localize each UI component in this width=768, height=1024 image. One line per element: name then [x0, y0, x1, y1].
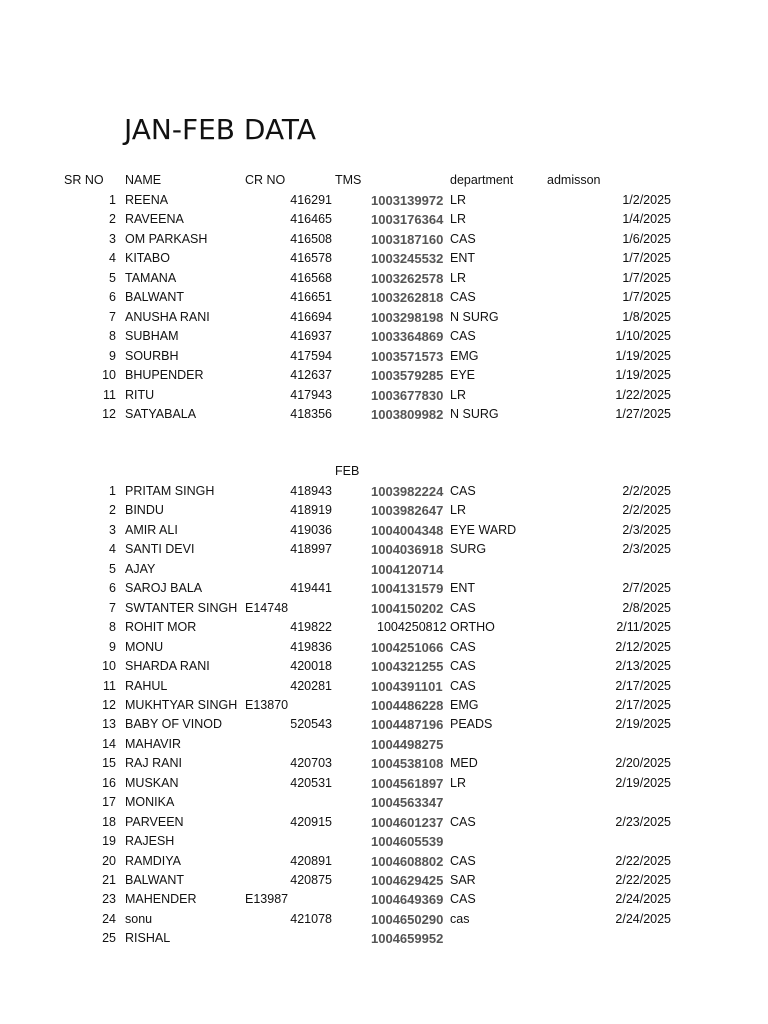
- tms-cell: 1004487196: [371, 717, 444, 733]
- admission-date-cell: 1/22/2025: [615, 387, 671, 402]
- name-cell: BHUPENDER: [125, 368, 204, 383]
- department-cell: cas: [450, 911, 470, 926]
- table-row: [0, 349, 768, 368]
- name-cell: MUKHTYAR SINGH: [125, 697, 238, 712]
- name-cell: SOURBH: [125, 348, 179, 363]
- sr-cell: 23: [102, 892, 116, 907]
- cr-no-cell: E14748: [245, 600, 289, 615]
- department-cell: LR: [450, 387, 466, 402]
- admission-date-cell: 2/22/2025: [615, 853, 671, 868]
- tms-cell: 1003298198: [371, 309, 444, 325]
- admission-date-cell: 1/8/2025: [622, 309, 671, 324]
- tms-cell: 1003579285: [371, 368, 444, 384]
- department-cell: MED: [450, 756, 478, 771]
- name-cell: BALWANT: [125, 873, 185, 887]
- sr-cell: 12: [102, 406, 116, 421]
- tms-cell: 1003571573: [371, 348, 444, 364]
- department-cell: LR: [450, 212, 466, 227]
- cr-no-cell: 419822: [290, 620, 332, 635]
- department-cell: CAS: [450, 484, 476, 498]
- table-row: [0, 737, 768, 756]
- tms-cell: 1004563347: [371, 795, 444, 811]
- tms-cell: 1004004348: [371, 522, 444, 538]
- department-cell: CAS: [450, 659, 476, 674]
- table-row: [0, 232, 768, 251]
- sr-cell: 1: [109, 193, 116, 207]
- name-cell: PRITAM SINGH: [125, 484, 215, 498]
- tms-cell: 1004561897: [371, 775, 444, 791]
- tms-cell: 1003982224: [371, 484, 444, 499]
- cr-no-cell: 416291: [290, 193, 332, 207]
- name-cell: SANTI DEVI: [125, 542, 195, 557]
- cr-no-cell: 416937: [290, 329, 332, 344]
- admission-date-cell: 1/4/2025: [622, 212, 671, 227]
- tms-cell: 1004605539: [371, 834, 444, 850]
- department-cell: LR: [450, 503, 466, 518]
- sr-cell: 16: [102, 775, 116, 790]
- department-cell: CAS: [450, 853, 476, 868]
- sr-cell: 10: [102, 368, 116, 383]
- sr-cell: 11: [103, 678, 116, 693]
- admission-date-cell: 2/8/2025: [622, 600, 671, 615]
- sr-cell: 1: [109, 484, 116, 498]
- department-cell: PEADS: [450, 717, 493, 732]
- table-row: [0, 679, 768, 698]
- cr-no-cell: 418997: [290, 542, 332, 557]
- header-cr-no: CR NO: [245, 173, 286, 187]
- name-cell: MUSKAN: [125, 775, 179, 790]
- name-cell: ANUSHA RANI: [125, 309, 210, 324]
- admission-date-cell: 1/19/2025: [615, 368, 671, 383]
- name-cell: RAMDIYA: [125, 853, 182, 868]
- sr-cell: 6: [109, 581, 116, 596]
- table-row: [0, 193, 768, 212]
- department-cell: CAS: [450, 231, 476, 246]
- table-row: [0, 620, 768, 639]
- sr-cell: 21: [102, 873, 116, 887]
- table-row: [0, 503, 768, 522]
- name-cell: RISHAL: [125, 931, 171, 946]
- department-cell: N SURG: [450, 406, 499, 421]
- sr-cell: 7: [109, 309, 116, 324]
- tms-cell: 1003262578: [371, 270, 444, 286]
- admission-date-cell: 2/20/2025: [615, 756, 671, 771]
- department-cell: EYE WARD: [450, 522, 517, 537]
- cr-no-cell: 419836: [290, 639, 332, 654]
- name-cell: SHARDA RANI: [125, 659, 210, 674]
- header-tms: TMS: [335, 173, 362, 187]
- name-cell: MAHAVIR: [125, 736, 182, 751]
- tms-cell: 1004629425: [371, 873, 444, 888]
- sr-cell: 9: [109, 639, 116, 654]
- tms-cell: 1004650290: [371, 911, 444, 927]
- department-cell: SURG: [450, 542, 487, 557]
- name-cell: SAROJ BALA: [125, 581, 203, 596]
- sr-cell: 8: [109, 620, 116, 635]
- table-row: [0, 776, 768, 795]
- table-row: [0, 581, 768, 600]
- table-row: [0, 271, 768, 290]
- admission-date-cell: 1/2/2025: [622, 193, 671, 207]
- name-cell: BINDU: [125, 503, 164, 518]
- cr-no-cell: 420018: [290, 659, 332, 674]
- tms-cell: 1003809982: [371, 406, 444, 422]
- cr-no-cell: 416694: [290, 309, 332, 324]
- tms-cell: 1004150202: [371, 600, 444, 616]
- department-cell: CAS: [450, 892, 476, 907]
- tms-cell: 1004601237: [371, 814, 444, 830]
- sr-cell: 9: [109, 348, 116, 363]
- cr-no-cell: 419036: [290, 522, 332, 537]
- name-cell: sonu: [125, 911, 153, 926]
- tms-cell: 1004659952: [371, 931, 444, 947]
- tms-cell: 1003262818: [371, 290, 444, 306]
- admission-date-cell: 2/19/2025: [615, 775, 671, 790]
- table-row: [0, 659, 768, 678]
- table-row: [0, 310, 768, 329]
- tms-cell: 1004391101: [371, 678, 443, 694]
- admission-date-cell: 2/7/2025: [622, 581, 671, 596]
- cr-no-cell: 419441: [290, 581, 332, 596]
- admission-date-cell: 2/2/2025: [622, 503, 671, 518]
- sr-cell: 18: [102, 814, 116, 829]
- cr-no-cell: 418356: [290, 406, 332, 421]
- table-row: [0, 601, 768, 620]
- tms-cell: 1004498275: [371, 736, 444, 752]
- admission-date-cell: 1/6/2025: [622, 231, 671, 246]
- table-row: [0, 892, 768, 911]
- tms-cell: 1004321255: [371, 659, 444, 675]
- sr-cell: 2: [109, 212, 116, 227]
- sr-cell: 7: [109, 600, 116, 615]
- table-row: [0, 815, 768, 834]
- tms-cell: 1003364869: [371, 329, 444, 345]
- department-cell: LR: [450, 775, 466, 790]
- sr-cell: 25: [102, 931, 116, 946]
- table-row: [0, 717, 768, 736]
- department-cell: EYE: [450, 368, 476, 383]
- admission-date-cell: 2/17/2025: [615, 697, 671, 712]
- tms-cell: 1004251066: [371, 639, 444, 655]
- admission-date-cell: 2/24/2025: [615, 911, 671, 926]
- sr-cell: 19: [102, 834, 116, 849]
- sr-cell: 6: [109, 290, 116, 305]
- table-row: [0, 388, 768, 407]
- tms-cell: 1003176364: [371, 212, 444, 228]
- tms-cell: 1003139972: [371, 193, 444, 208]
- department-cell: ENT: [450, 251, 475, 266]
- admission-date-cell: 1/27/2025: [615, 406, 671, 421]
- name-cell: RAJ RANI: [125, 756, 182, 771]
- sr-cell: 11: [103, 387, 116, 402]
- table-row: [0, 834, 768, 853]
- table-row: [0, 407, 768, 426]
- cr-no-cell: 416508: [290, 231, 332, 246]
- tms-cell: 1003677830: [371, 387, 444, 403]
- tms-cell: 1004608802: [371, 853, 444, 869]
- name-cell: MONIKA: [125, 795, 175, 810]
- department-cell: ORTHO: [450, 620, 495, 635]
- department-cell: CAS: [450, 639, 476, 654]
- admission-date-cell: 2/12/2025: [615, 639, 671, 654]
- cr-no-cell: 420915: [290, 814, 332, 829]
- sr-cell: 12: [102, 697, 116, 712]
- table-row: [0, 484, 768, 503]
- table-row: [0, 542, 768, 561]
- name-cell: PARVEEN: [125, 814, 184, 829]
- tms-cell: 1004538108: [371, 756, 444, 772]
- sr-cell: 4: [109, 251, 116, 266]
- tms-cell: 1004649369: [371, 892, 444, 908]
- sr-cell: 5: [109, 270, 116, 285]
- name-cell: BABY OF VINOD: [125, 717, 223, 732]
- cr-no-cell: 416578: [290, 251, 332, 266]
- sr-cell: 5: [109, 561, 116, 576]
- tms-cell: 1003187160: [371, 231, 444, 247]
- admission-date-cell: 2/3/2025: [622, 522, 671, 537]
- admission-date-cell: 2/22/2025: [615, 873, 671, 887]
- page-title: JAN-FEB DATA: [124, 113, 317, 146]
- cr-no-cell: 420875: [290, 873, 332, 887]
- tms-cell: 1004120714: [371, 561, 444, 577]
- admission-date-cell: 2/23/2025: [615, 814, 671, 829]
- sr-cell: 14: [102, 736, 116, 751]
- cr-no-cell: 416465: [290, 212, 332, 227]
- name-cell: TAMANA: [125, 270, 177, 285]
- table-row: [0, 368, 768, 387]
- cr-no-cell: E13987: [245, 892, 289, 907]
- cr-no-cell: 420531: [290, 775, 332, 790]
- admission-date-cell: 2/24/2025: [615, 892, 671, 907]
- department-cell: EMG: [450, 348, 479, 363]
- table-row: [0, 912, 768, 931]
- table-row: [0, 562, 768, 581]
- cr-no-cell: 417594: [290, 348, 332, 363]
- cr-no-cell: 416651: [290, 290, 332, 305]
- department-cell: CAS: [450, 290, 476, 305]
- sr-cell: 17: [102, 795, 116, 810]
- sr-cell: 13: [102, 717, 116, 732]
- sr-cell: 24: [102, 911, 116, 926]
- table-row: [0, 931, 768, 950]
- name-cell: REENA: [125, 193, 169, 207]
- cr-no-cell: 420281: [290, 678, 332, 693]
- department-cell: SAR: [450, 873, 476, 887]
- department-cell: CAS: [450, 329, 476, 344]
- name-cell: SUBHAM: [125, 329, 179, 344]
- table-row: [0, 698, 768, 717]
- name-cell: SWTANTER SINGH: [125, 600, 238, 615]
- department-cell: CAS: [450, 814, 476, 829]
- admission-date-cell: 1/10/2025: [615, 329, 671, 344]
- tms-cell: 1004036918: [371, 542, 444, 558]
- cr-no-cell: 418919: [290, 503, 332, 518]
- cr-no-cell: 418943: [290, 484, 332, 498]
- admission-date-cell: 1/7/2025: [622, 251, 671, 266]
- table-row: [0, 329, 768, 348]
- name-cell: RAHUL: [125, 678, 168, 693]
- sr-cell: 8: [109, 329, 116, 344]
- table-row: [0, 795, 768, 814]
- table-row: [0, 251, 768, 270]
- sr-cell: 10: [102, 659, 116, 674]
- feb-section-label: FEB: [335, 464, 360, 478]
- table-row: [0, 854, 768, 873]
- name-cell: MAHENDER: [125, 892, 197, 907]
- admission-date-cell: 2/3/2025: [622, 542, 671, 557]
- sr-cell: 2: [109, 503, 116, 518]
- admission-date-cell: 2/19/2025: [615, 717, 671, 732]
- sr-cell: 15: [102, 756, 116, 771]
- header-name: NAME: [125, 173, 162, 187]
- sr-cell: 4: [109, 542, 116, 557]
- cr-no-cell: 412637: [290, 368, 332, 383]
- table-row: [0, 873, 768, 892]
- cr-no-cell: E13870: [245, 697, 289, 712]
- name-cell: BALWANT: [125, 290, 185, 305]
- admission-date-cell: 1/7/2025: [622, 270, 671, 285]
- cr-no-cell: 420891: [290, 853, 332, 868]
- tms-cell: 1004131579: [371, 581, 444, 597]
- header-sr-no: SR NO: [64, 173, 104, 187]
- admission-date-cell: 2/13/2025: [615, 659, 671, 674]
- admission-date-cell: 2/11/2025: [616, 620, 671, 635]
- department-cell: CAS: [450, 678, 476, 693]
- header-department: department: [450, 173, 514, 187]
- name-cell: KITABO: [125, 251, 170, 266]
- cr-no-cell: 416568: [290, 270, 332, 285]
- department-cell: ENT: [450, 581, 475, 596]
- table-row: [0, 212, 768, 231]
- header-admission: admisson: [547, 173, 601, 187]
- cr-no-cell: 421078: [290, 911, 332, 926]
- department-cell: CAS: [450, 600, 476, 615]
- department-cell: LR: [450, 270, 466, 285]
- table-row: [0, 290, 768, 309]
- cr-no-cell: 417943: [290, 387, 332, 402]
- admission-date-cell: 1/19/2025: [615, 348, 671, 363]
- name-cell: SATYABALA: [125, 406, 197, 421]
- name-cell: RITU: [125, 387, 155, 402]
- tms-cell: 1004486228: [371, 697, 444, 713]
- admission-date-cell: 2/17/2025: [615, 678, 671, 693]
- name-cell: RAJESH: [125, 834, 175, 849]
- department-cell: N SURG: [450, 309, 499, 324]
- tms-cell: 1003245532: [371, 251, 444, 267]
- sr-cell: 3: [109, 522, 116, 537]
- name-cell: RAVEENA: [125, 212, 184, 227]
- tms-cell: 1003982647: [371, 503, 444, 519]
- table-row: [0, 523, 768, 542]
- name-cell: MONU: [125, 639, 164, 654]
- department-cell: LR: [450, 193, 466, 207]
- sr-cell: 3: [109, 231, 116, 246]
- cr-no-cell: 520543: [290, 717, 332, 732]
- tms-cell: 1004250812: [377, 620, 447, 635]
- admission-date-cell: 1/7/2025: [622, 290, 671, 305]
- cr-no-cell: 420703: [290, 756, 332, 771]
- name-cell: AJAY: [125, 561, 156, 576]
- name-cell: OM PARKASH: [125, 231, 208, 246]
- table-row: [0, 640, 768, 659]
- name-cell: ROHIT MOR: [125, 620, 197, 635]
- admission-date-cell: 2/2/2025: [622, 484, 671, 498]
- department-cell: EMG: [450, 697, 479, 712]
- table-row: [0, 756, 768, 775]
- name-cell: AMIR ALI: [125, 522, 178, 537]
- sr-cell: 20: [102, 853, 116, 868]
